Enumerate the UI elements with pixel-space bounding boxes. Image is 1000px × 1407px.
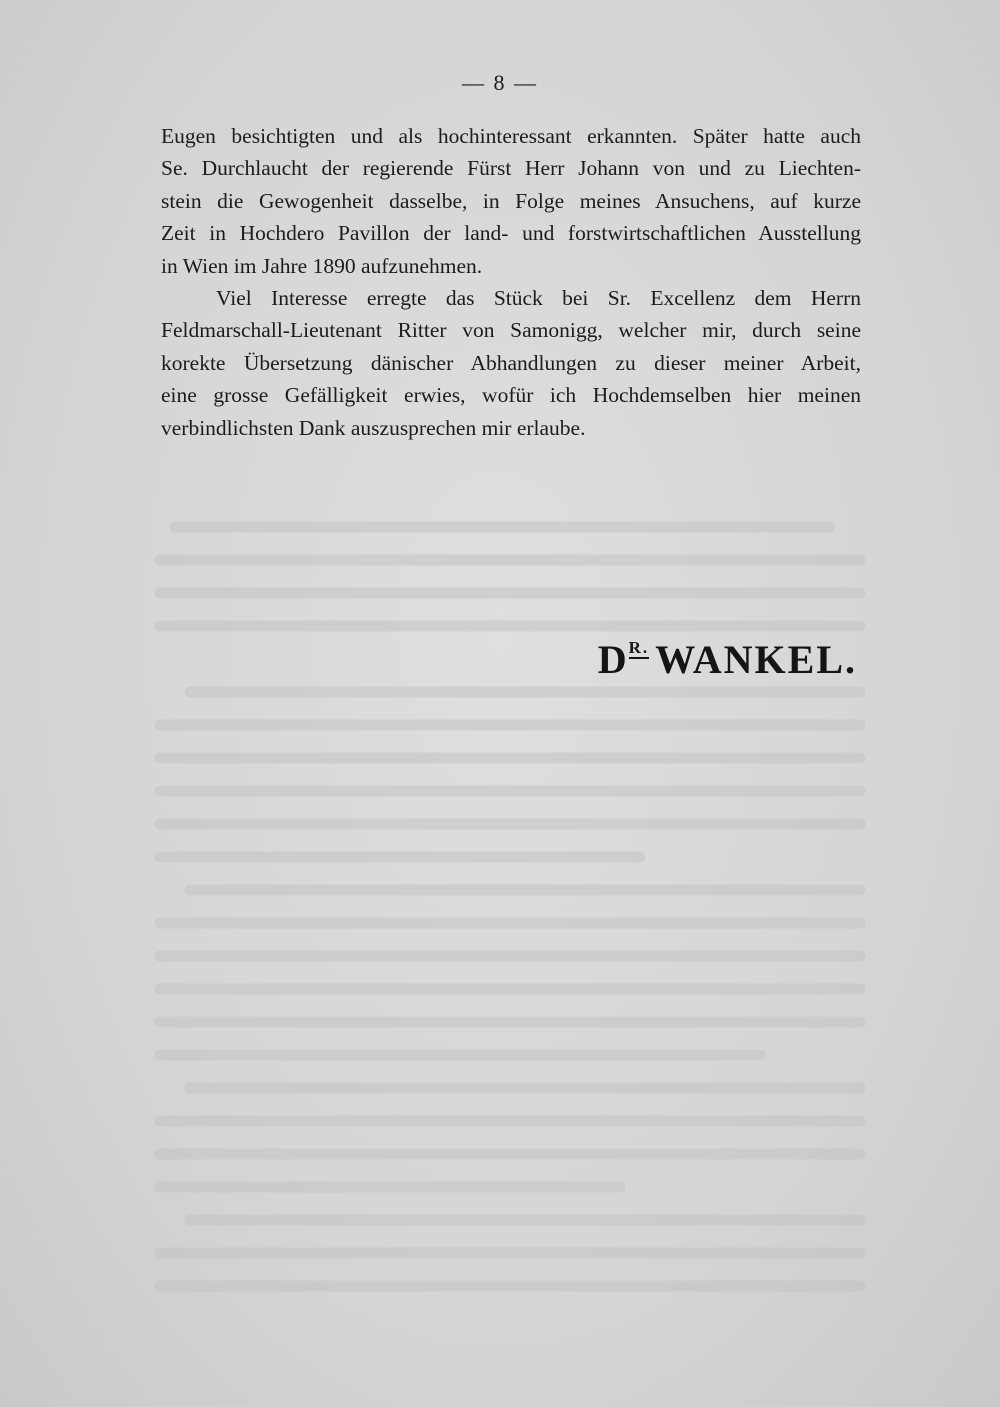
text-line: stein die Gewogenheit dasselbe, in Folge meines Ansuchens, auf kurze	[161, 188, 861, 213]
text-line: Zeit in Hochdero Pavillon der land- und forstwirtschaftlichen Ausstellung	[161, 221, 861, 246]
paragraph	[161, 282, 861, 444]
signature-name: WANKEL.	[655, 637, 857, 682]
text-line: korekte Übersetzung dänischer Abhandlungen zu dieser meiner Arbeit,	[161, 350, 861, 375]
text-line: eine grosse Gefälligkeit erwies, wofür ich Hochdemselben hier meinen	[161, 383, 861, 408]
signature	[598, 636, 857, 683]
text-line: verbindlichsten Dank auszusprechen mir erlaube.	[161, 415, 586, 440]
text-line: in Wien im Jahre 1890 aufzunehmen.	[161, 253, 483, 278]
page-number: — 8 —	[462, 70, 538, 95]
body-text	[161, 120, 861, 444]
text-line: Feldmarschall-Lieutenant Ritter von Samonigg, welcher mir, durch seine	[161, 318, 861, 343]
text-line: Viel Interesse erregte das Stück bei Sr. Excellenz dem Herrn	[216, 286, 861, 311]
paragraph	[161, 120, 861, 282]
signature-title-superscript: R.	[628, 638, 650, 657]
signature-title: D	[597, 637, 629, 682]
text-line: Eugen besichtigten und als hochinteressant erkannten. Später hatte auch	[161, 124, 861, 148]
text-line: Se. Durchlaucht der regierende Fürst Herr Johann von und zu Liechten-	[161, 156, 861, 181]
